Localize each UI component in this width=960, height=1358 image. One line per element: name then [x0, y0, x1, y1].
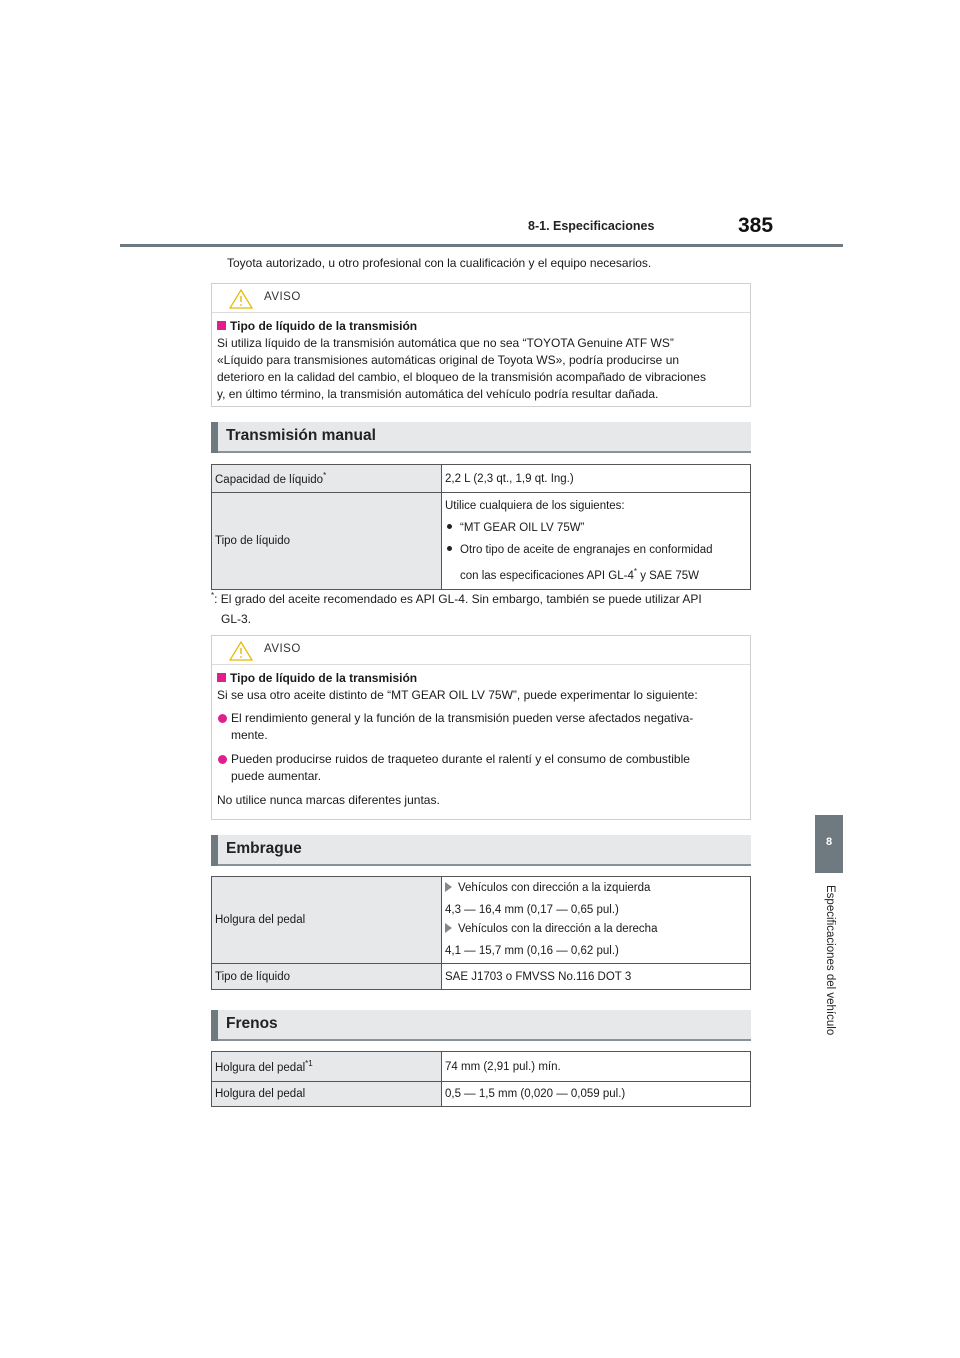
notice-line: y, en último término, la transmisión automática del vehículo podría resultar dañada.	[217, 387, 659, 401]
notice-bullet-text: Pueden producirse ruidos de traqueteo durante el ralentí y el consumo de combustible	[231, 752, 690, 766]
footnote-line: GL-3.	[221, 612, 252, 626]
fluid-type-label: Tipo de líquido	[212, 493, 442, 590]
notice-heading-text: Tipo de líquido de la transmisión	[230, 319, 418, 333]
brake-freeplay-label-text: Holgura del pedal	[215, 1061, 306, 1074]
capacity-label	[212, 465, 442, 493]
capacity-label-text: Capacidad de líquido	[215, 473, 324, 486]
notice-bullet	[217, 751, 745, 785]
table-row	[212, 465, 751, 493]
brake-freeplay-value: 74 mm (2,91 pul.) mín.	[442, 1052, 751, 1082]
notice-bullet-text: puede aumentar.	[231, 769, 322, 783]
fluid-option-1	[445, 517, 747, 539]
fluid-type-value	[442, 493, 751, 590]
rhd-label	[445, 920, 747, 939]
chapter-title: Especificaciones del vehículo	[824, 885, 836, 1036]
notice-label: AVISO	[264, 291, 301, 303]
fluid-option-2-cont-text: con las especificaciones API GL-4	[460, 569, 634, 582]
rhd-value: 4,1 — 15,7 mm (0,16 — 0,62 pul.)	[445, 945, 619, 957]
notice-bullet-text: El rendimiento general y la función de la transmisión pueden verse afectados negativa-	[231, 711, 694, 725]
notice-header	[212, 636, 750, 665]
table-row	[212, 877, 751, 964]
square-bullet-icon	[217, 321, 226, 330]
freeplay-values	[442, 877, 751, 964]
notice-line: Si se usa otro aceite distinto de “MT GEAR OIL LV 75W”, puede experimentar lo siguiente:	[217, 688, 698, 702]
notice-bullet-text: mente.	[231, 728, 268, 742]
section-title-manual: Transmisión manual	[226, 427, 376, 444]
notice-box-2	[211, 635, 751, 820]
intro-text: Toyota autorizado, u otro profesional con la cualificación y el equipo necesarios.	[227, 256, 652, 270]
brake-freeplay-label	[212, 1052, 442, 1082]
section-title: 8-1. Especificaciones	[528, 219, 655, 233]
freeplay-label: Holgura del pedal	[212, 877, 442, 964]
circle-bullet-icon	[218, 755, 227, 764]
fluid-option-2	[445, 539, 747, 561]
section-band-clutch	[211, 835, 751, 866]
fluid-type-intro: Utilice cualquiera de los siguientes:	[445, 500, 625, 512]
table-row	[212, 493, 751, 590]
arrow-right-icon	[445, 882, 452, 892]
manual-footnote	[211, 586, 756, 629]
warning-icon	[228, 288, 254, 310]
brake-freeplay-value-2: 0,5 — 1,5 mm (0,020 — 0,059 pul.)	[442, 1082, 751, 1107]
warning-icon	[228, 640, 254, 662]
clutch-fluid-value: SAE J1703 o FMVSS No.116 DOT 3	[442, 964, 751, 990]
band-bar	[211, 835, 218, 866]
notice-body	[212, 313, 750, 403]
clutch-fluid-label: Tipo de líquido	[212, 964, 442, 990]
notice-bullet	[217, 710, 745, 744]
lhd-label	[445, 879, 747, 898]
footnote-text: : El grado del aceite recomendado es API GL-4. Sin embargo, también se puede utilizar API	[214, 592, 702, 606]
fluid-option-2-cont-end: y SAE 75W	[637, 569, 699, 582]
bullet-icon	[447, 546, 452, 551]
table-row	[212, 1052, 751, 1082]
footnote-mark: *	[633, 567, 637, 576]
notice-line: «Líquido para transmisiones automáticas original de Toyota WS», podría producirse un	[217, 353, 680, 367]
notice-label: AVISO	[264, 643, 301, 655]
chapter-side-label	[797, 885, 863, 1065]
lhd-value: 4,3 — 16,4 mm (0,17 — 0,65 pul.)	[445, 904, 619, 916]
lhd-label-text: Vehículos con dirección a la izquierda	[458, 882, 651, 894]
notice-heading-text: Tipo de líquido de la transmisión	[230, 671, 418, 685]
footnote-line	[211, 586, 756, 609]
table-row	[212, 964, 751, 990]
band-bar	[211, 422, 218, 453]
notice-body	[212, 665, 750, 809]
notice-box-1	[211, 283, 751, 407]
circle-bullet-icon	[218, 714, 227, 723]
notice-line: No utilice nunca marcas diferentes juntas.	[217, 793, 440, 807]
fluid-option-1-text: “MT GEAR OIL LV 75W”	[460, 522, 585, 534]
footnote-mark: *	[211, 591, 215, 600]
capacity-value: 2,2 L (2,3 qt., 1,9 qt. Ing.)	[442, 465, 751, 493]
brakes-spec-table	[211, 1051, 751, 1107]
header-rule	[120, 244, 843, 247]
notice-header	[212, 284, 750, 313]
notice-heading	[217, 318, 745, 335]
rhd-label-text: Vehículos con la dirección a la derecha	[458, 923, 658, 935]
page-number: 385	[738, 214, 774, 237]
section-band-brakes	[211, 1010, 751, 1041]
manual-spec-table	[211, 464, 751, 590]
fluid-option-2-text: Otro tipo de aceite de engranajes en conformidad	[460, 544, 713, 556]
clutch-spec-table	[211, 876, 751, 990]
section-title-brakes: Frenos	[226, 1015, 278, 1032]
fluid-option-2-cont	[445, 561, 747, 587]
notice-heading	[217, 670, 745, 687]
brake-freeplay-label-2: Holgura del pedal	[212, 1082, 442, 1107]
table-row	[212, 1082, 751, 1107]
notice-line: Si utiliza líquido de la transmisión automática que no sea “TOYOTA Genuine ATF WS”	[217, 336, 674, 350]
section-band-manual	[211, 422, 751, 453]
section-title-clutch: Embrague	[226, 840, 302, 857]
band-bar	[211, 1010, 218, 1041]
chapter-tab[interactable]: 8	[815, 815, 843, 873]
arrow-right-icon	[445, 923, 452, 933]
bullet-icon	[447, 524, 452, 529]
notice-line: deterioro en la calidad del cambio, el bloqueo de la transmisión acompañado de vibraciones	[217, 370, 706, 384]
square-bullet-icon	[217, 673, 226, 682]
footnote-mark: *	[323, 471, 327, 481]
footnote-mark: *1	[305, 1059, 313, 1069]
